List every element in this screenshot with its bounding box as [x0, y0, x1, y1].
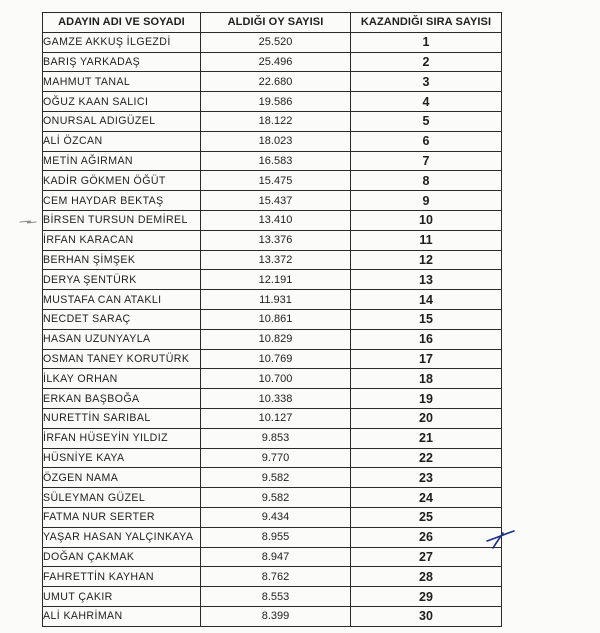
pen-tick-mark	[20, 221, 36, 223]
rank-number: 6	[351, 131, 502, 151]
header-row	[43, 13, 502, 33]
rank-number: 12	[351, 250, 502, 270]
rank-number: 16	[351, 329, 502, 349]
candidate-name: OĞUZ KAAN SALICI	[43, 92, 201, 112]
candidate-name: FAHRETTİN KAYHAN	[43, 567, 201, 587]
table-row	[43, 290, 502, 310]
candidate-name: MUSTAFA CAN ATAKLI	[43, 290, 201, 310]
rank-number: 20	[351, 408, 502, 428]
rank-number: 11	[351, 230, 502, 250]
rank-number: 2	[351, 52, 502, 72]
table-row	[43, 230, 502, 250]
candidate-name: METİN AĞIRMAN	[43, 151, 201, 171]
vote-count: 9.434	[201, 507, 351, 527]
candidate-name: FATMA NUR SERTER	[43, 507, 201, 527]
header-name: ADAYIN ADI VE SOYADI	[43, 13, 201, 33]
table-row	[43, 32, 502, 52]
header-votes: ALDIĞI OY SAYISI	[201, 13, 351, 33]
vote-count: 10.861	[201, 309, 351, 329]
table-row	[43, 587, 502, 607]
candidate-name: BİRSEN TURSUN DEMİREL	[43, 210, 201, 230]
candidate-name: NECDET SARAÇ	[43, 309, 201, 329]
table-row	[43, 567, 502, 587]
table-row	[43, 369, 502, 389]
rank-number: 21	[351, 428, 502, 448]
candidate-name: İRFAN KARACAN	[43, 230, 201, 250]
vote-count: 13.372	[201, 250, 351, 270]
table-row	[43, 389, 502, 409]
table-row	[43, 606, 502, 626]
rank-number: 29	[351, 587, 502, 607]
candidate-name: ERKAN BAŞBOĞA	[43, 389, 201, 409]
table-row	[43, 349, 502, 369]
rank-number: 10	[351, 210, 502, 230]
candidate-name: MAHMUT TANAL	[43, 72, 201, 92]
table-row	[43, 171, 502, 191]
table-row	[43, 191, 502, 211]
vote-count: 15.437	[201, 191, 351, 211]
table-row	[43, 52, 502, 72]
candidate-name: DERYA ŞENTÜRK	[43, 270, 201, 290]
vote-count: 8.399	[201, 606, 351, 626]
vote-count: 18.122	[201, 111, 351, 131]
vote-count: 13.410	[201, 210, 351, 230]
table-row	[43, 448, 502, 468]
rank-number: 14	[351, 290, 502, 310]
table-row	[43, 111, 502, 131]
vote-count: 9.582	[201, 488, 351, 508]
vote-count: 16.583	[201, 151, 351, 171]
rank-number: 27	[351, 547, 502, 567]
candidate-name: BERHAN ŞİMŞEK	[43, 250, 201, 270]
vote-count: 19.586	[201, 92, 351, 112]
vote-count: 10.769	[201, 349, 351, 369]
table-row	[43, 507, 502, 527]
table-row	[43, 131, 502, 151]
rank-number: 13	[351, 270, 502, 290]
candidate-name: ÖZGEN NAMA	[43, 468, 201, 488]
candidate-name: ONURSAL ADIGÜZEL	[43, 111, 201, 131]
rank-number: 7	[351, 151, 502, 171]
table-row	[43, 309, 502, 329]
vote-count: 9.582	[201, 468, 351, 488]
table-row	[43, 428, 502, 448]
candidate-name: NURETTİN SARIBAL	[43, 408, 201, 428]
vote-count: 9.770	[201, 448, 351, 468]
table-row	[43, 250, 502, 270]
table-row	[43, 72, 502, 92]
vote-count: 9.853	[201, 428, 351, 448]
results-table	[42, 12, 502, 627]
rank-number: 9	[351, 191, 502, 211]
rank-number: 5	[351, 111, 502, 131]
table-row	[43, 92, 502, 112]
header-rank: KAZANDIĞI SIRA SAYISI	[351, 13, 502, 33]
vote-count: 22.680	[201, 72, 351, 92]
vote-count: 8.553	[201, 587, 351, 607]
candidate-name: GAMZE AKKUŞ İLGEZDİ	[43, 32, 201, 52]
table-row	[43, 329, 502, 349]
vote-count: 10.700	[201, 369, 351, 389]
vote-count: 8.955	[201, 527, 351, 547]
rank-number: 26	[351, 527, 502, 547]
vote-count: 10.127	[201, 408, 351, 428]
candidate-name: SÜLEYMAN GÜZEL	[43, 488, 201, 508]
rank-number: 24	[351, 488, 502, 508]
candidate-name: HASAN UZUNYAYLA	[43, 329, 201, 349]
vote-count: 25.496	[201, 52, 351, 72]
candidate-name: BARIŞ YARKADAŞ	[43, 52, 201, 72]
table-row	[43, 488, 502, 508]
vote-count: 11.931	[201, 290, 351, 310]
candidate-name: UMUT ÇAKIR	[43, 587, 201, 607]
vote-count: 10.829	[201, 329, 351, 349]
rank-number: 17	[351, 349, 502, 369]
candidate-name: İLKAY ORHAN	[43, 369, 201, 389]
rank-number: 3	[351, 72, 502, 92]
rank-number: 22	[351, 448, 502, 468]
rank-number: 28	[351, 567, 502, 587]
table-row	[43, 408, 502, 428]
rank-number: 18	[351, 369, 502, 389]
vote-count: 10.338	[201, 389, 351, 409]
vote-count: 15.475	[201, 171, 351, 191]
rank-number: 4	[351, 92, 502, 112]
vote-count: 8.947	[201, 547, 351, 567]
rank-number: 19	[351, 389, 502, 409]
vote-count: 18.023	[201, 131, 351, 151]
rank-number: 8	[351, 171, 502, 191]
table-row	[43, 151, 502, 171]
candidate-name: ALİ KAHRİMAN	[43, 606, 201, 626]
table-row	[43, 527, 502, 547]
candidate-name: KADİR GÖKMEN ÖĞÜT	[43, 171, 201, 191]
table-row	[43, 547, 502, 567]
candidate-name: CEM HAYDAR BEKTAŞ	[43, 191, 201, 211]
candidate-name: İRFAN HÜSEYİN YILDIZ	[43, 428, 201, 448]
rank-number: 15	[351, 309, 502, 329]
candidate-name: OSMAN TANEY KORUTÜRK	[43, 349, 201, 369]
rank-number: 1	[351, 32, 502, 52]
table-row	[43, 210, 502, 230]
vote-count: 8.762	[201, 567, 351, 587]
vote-count: 12.191	[201, 270, 351, 290]
vote-count: 25.520	[201, 32, 351, 52]
candidate-name: ALİ ÖZCAN	[43, 131, 201, 151]
candidate-name: YAŞAR HASAN YALÇINKAYA	[43, 527, 201, 547]
candidate-name: DOĞAN ÇAKMAK	[43, 547, 201, 567]
table-row	[43, 468, 502, 488]
candidate-name: HÜSNİYE KAYA	[43, 448, 201, 468]
table-row	[43, 270, 502, 290]
rank-number: 23	[351, 468, 502, 488]
rank-number: 25	[351, 507, 502, 527]
vote-count: 13.376	[201, 230, 351, 250]
rank-number: 30	[351, 606, 502, 626]
